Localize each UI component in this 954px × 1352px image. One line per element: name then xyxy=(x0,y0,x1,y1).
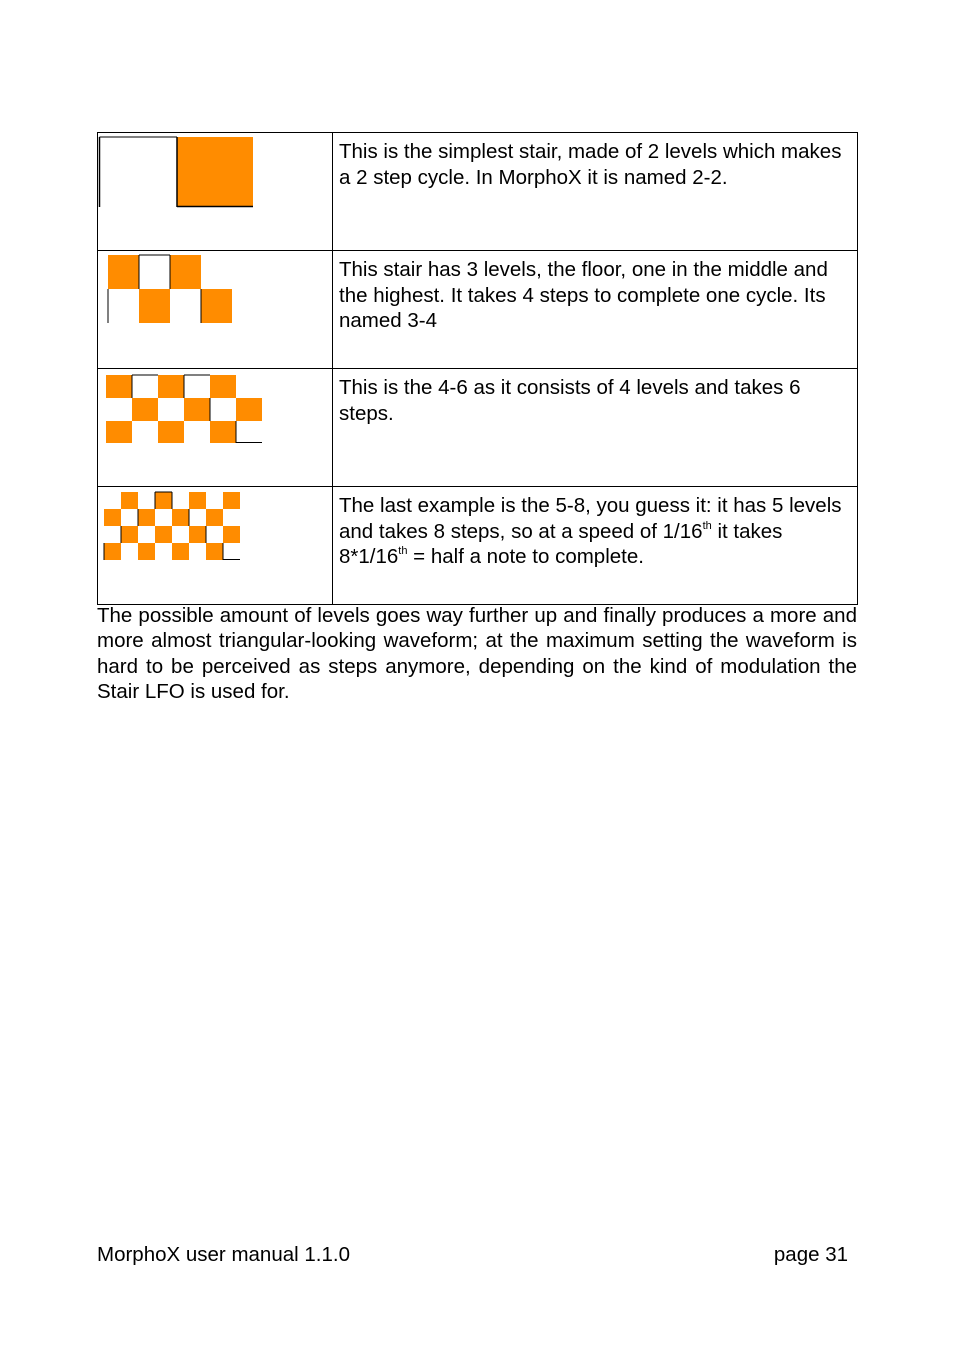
table-row xyxy=(98,133,858,251)
body-paragraph: The possible amount of levels goes way further up and finally produces a more and more almost triangular-looking waveform; at the maximum setting the waveform is hard to be perceived as steps anymore, depending on the kind of modulation the Stair LFO is used for. xyxy=(97,604,857,703)
table-row xyxy=(98,369,858,487)
table-row xyxy=(98,251,858,369)
table-row xyxy=(98,487,858,605)
stair-2-2-diagram xyxy=(98,133,332,244)
stair-4-6-description: This is the 4-6 as it consists of 4 levels and takes 6 steps. xyxy=(333,369,858,487)
stair-3-4-diagram-cell xyxy=(98,251,333,369)
stair-5-8-diagram xyxy=(98,487,332,598)
stair-2-2-description: This is the simplest stair, made of 2 levels which makes a 2 step cycle. In MorphoX it is named 2-2. xyxy=(333,133,858,251)
footer-manual-title: MorphoX user manual 1.1.0 xyxy=(97,1243,350,1266)
stair-4-6-diagram-cell xyxy=(98,369,333,487)
stair-3-4-diagram xyxy=(98,251,332,362)
stair-examples-table xyxy=(97,132,858,605)
stair-4-6-diagram xyxy=(98,369,332,480)
stair-5-8-description: The last example is the 5-8, you guess it: it has 5 levels and takes 8 steps, so at a speed of 1/16th it takes 8*1/16th = half a note to complete. xyxy=(333,487,858,605)
stair-3-4-description: This stair has 3 levels, the floor, one in the middle and the highest. It takes 4 steps to complete one cycle. Its named 3-4 xyxy=(333,251,858,369)
footer-page-number: page 31 xyxy=(773,1243,848,1266)
stair-2-2-diagram-cell xyxy=(98,133,333,251)
stair-5-8-diagram-cell xyxy=(98,487,333,605)
